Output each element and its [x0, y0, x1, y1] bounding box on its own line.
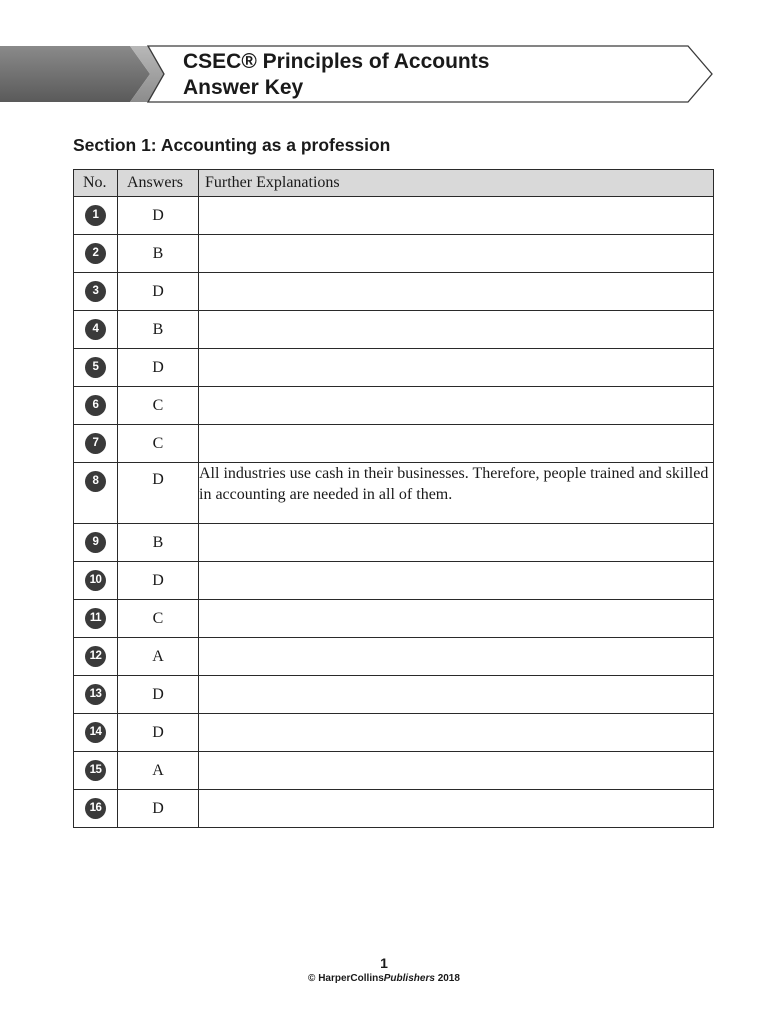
question-number-badge: 7: [85, 433, 106, 454]
table-row: [74, 790, 714, 828]
answer-cell: D: [118, 349, 199, 387]
explanation-cell: [199, 600, 714, 638]
table-row: [74, 197, 714, 235]
question-number-cell: [74, 714, 118, 752]
question-number-cell: [74, 311, 118, 349]
table-row: [74, 600, 714, 638]
page-number: 1: [380, 955, 388, 971]
question-number-badge: 4: [85, 319, 106, 340]
column-header-no: No.: [74, 170, 118, 197]
table-row: [74, 349, 714, 387]
question-number-badge: 3: [85, 281, 106, 302]
answer-cell: D: [118, 197, 199, 235]
table-row: [74, 562, 714, 600]
question-number-badge: 8: [85, 471, 106, 492]
title-line-1: CSEC® Principles of Accounts: [183, 50, 490, 73]
question-number-badge: 5: [85, 357, 106, 378]
question-number-badge: 1: [85, 205, 106, 226]
copyright-publishers: Publishers: [383, 973, 435, 984]
table-row: [74, 235, 714, 273]
explanation-cell: [199, 638, 714, 676]
document-title: [183, 49, 489, 101]
table-header-row: [74, 170, 714, 197]
explanation-cell: [199, 387, 714, 425]
explanation-cell: [199, 562, 714, 600]
question-number-cell: [74, 600, 118, 638]
table-row: [74, 752, 714, 790]
column-header-answers: Answers: [118, 170, 199, 197]
table-row: [74, 524, 714, 562]
question-number-cell: [74, 676, 118, 714]
table-row: [74, 311, 714, 349]
explanation-cell: [199, 676, 714, 714]
answer-cell: D: [118, 463, 199, 524]
question-number-badge: 12: [85, 646, 106, 667]
answer-cell: D: [118, 790, 199, 828]
question-number-cell: [74, 790, 118, 828]
question-number-cell: [74, 752, 118, 790]
question-number-badge: 14: [85, 722, 106, 743]
question-number-badge: 15: [85, 760, 106, 781]
question-number-cell: [74, 562, 118, 600]
answer-cell: D: [118, 562, 199, 600]
column-header-explanations: Further Explanations: [199, 170, 714, 197]
answer-cell: D: [118, 273, 199, 311]
explanation-cell: [199, 235, 714, 273]
answer-cell: B: [118, 311, 199, 349]
question-number-cell: [74, 524, 118, 562]
answer-cell: B: [118, 235, 199, 273]
question-number-badge: 2: [85, 243, 106, 264]
question-number-cell: [74, 197, 118, 235]
answer-cell: D: [118, 714, 199, 752]
question-number-cell: [74, 387, 118, 425]
title-line-2: Answer Key: [183, 76, 304, 99]
table-row: [74, 425, 714, 463]
question-number-badge: 16: [85, 798, 106, 819]
answer-cell: C: [118, 387, 199, 425]
answer-cell: C: [118, 425, 199, 463]
table-row: [74, 638, 714, 676]
question-number-badge: 11: [85, 608, 106, 629]
explanation-cell: [199, 524, 714, 562]
section-heading: Section 1: Accounting as a profession: [73, 135, 391, 155]
explanation-cell: [199, 425, 714, 463]
copyright-year: 2018: [437, 973, 460, 984]
answer-cell: D: [118, 676, 199, 714]
explanation-cell: [199, 311, 714, 349]
answer-cell: B: [118, 524, 199, 562]
explanation-cell: All industries use cash in their businesses. Therefore, people trained and skilled in accounting are needed in all of them.: [199, 463, 714, 524]
table-row: [74, 714, 714, 752]
question-number-cell: [74, 235, 118, 273]
question-number-cell: [74, 638, 118, 676]
table-row: [74, 387, 714, 425]
question-number-cell: [74, 425, 118, 463]
copyright-prefix: © HarperCollins: [308, 973, 384, 984]
question-number-badge: 9: [85, 532, 106, 553]
table-row: [74, 273, 714, 311]
answer-key-table: [73, 169, 714, 828]
explanation-cell: [199, 752, 714, 790]
copyright-notice: [0, 973, 768, 984]
explanation-cell: [199, 273, 714, 311]
answer-cell: C: [118, 600, 199, 638]
question-number-cell: [74, 273, 118, 311]
table-row: [74, 463, 714, 524]
question-number-badge: 6: [85, 395, 106, 416]
question-number-cell: [74, 463, 118, 524]
answer-cell: A: [118, 752, 199, 790]
explanation-cell: [199, 790, 714, 828]
explanation-cell: [199, 349, 714, 387]
question-number-cell: [74, 349, 118, 387]
table-row: [74, 676, 714, 714]
question-number-badge: 10: [85, 570, 106, 591]
explanation-cell: [199, 714, 714, 752]
question-number-badge: 13: [85, 684, 106, 705]
answer-cell: A: [118, 638, 199, 676]
explanation-cell: [199, 197, 714, 235]
